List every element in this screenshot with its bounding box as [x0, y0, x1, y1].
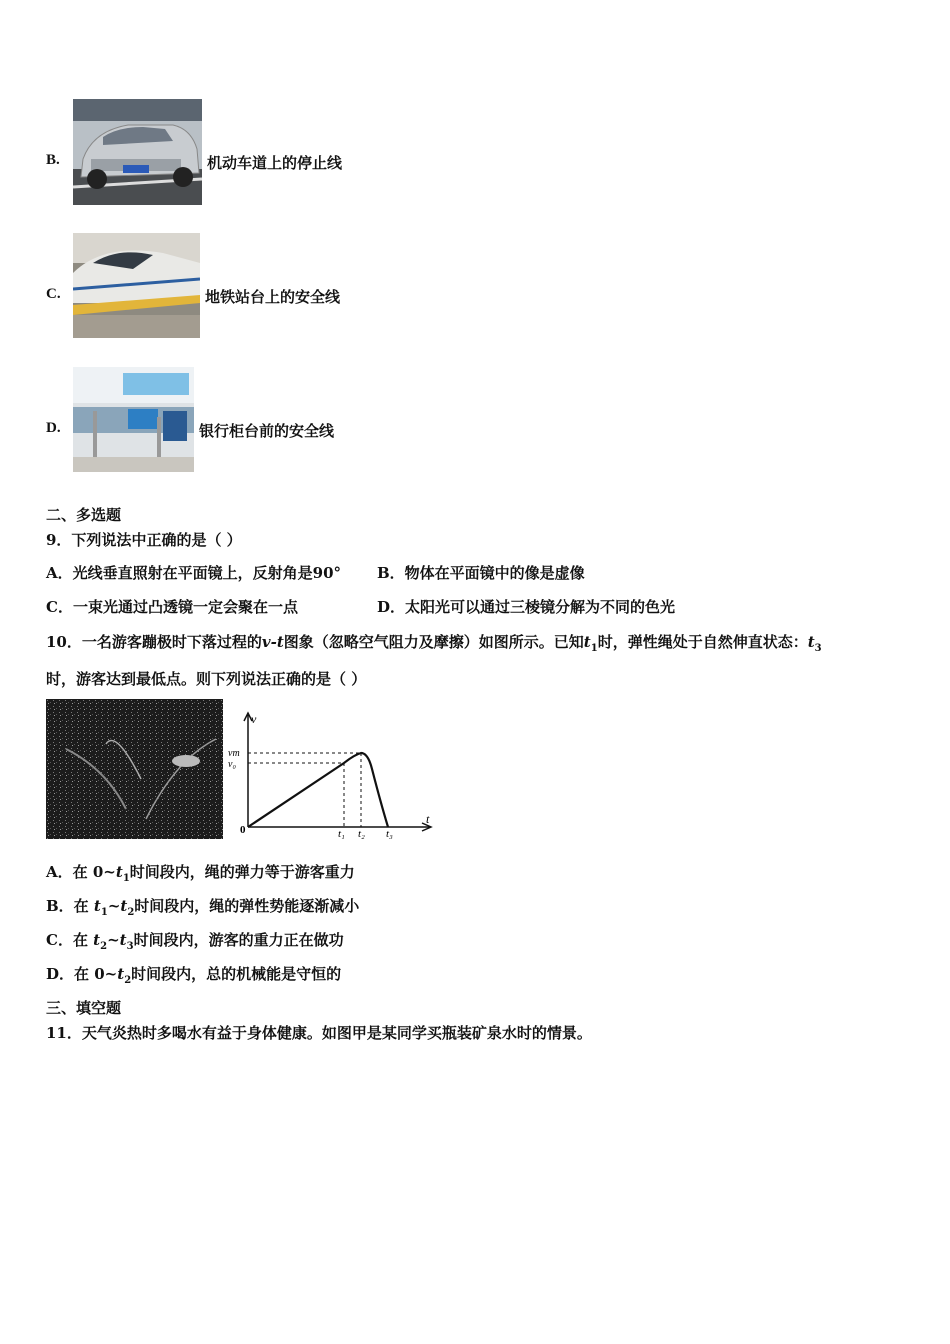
option-c-letter: C. [46, 286, 61, 302]
q9-stem: 9．下列说法中正确的是（ ） [46, 531, 242, 549]
option-b-letter: B. [46, 152, 60, 168]
option-d-label: 银行柜台前的安全线 [199, 422, 335, 440]
graph-vm-label: vm [228, 748, 240, 759]
bank-counter-photo [73, 367, 194, 472]
bungee-photo [46, 699, 223, 839]
option-d-letter: D. [46, 420, 61, 436]
graph-x-label: t [426, 812, 430, 826]
vt-graph [226, 709, 438, 839]
q9-option-c: C．一束光通过凸透镜一定会聚在一点 [46, 598, 298, 616]
q11-stem: 11．天气炎热时多喝水有益于身体健康。如图甲是某同学买瓶装矿泉水时的情景。 [46, 1024, 592, 1042]
velocity-curve [248, 753, 388, 827]
q10-option-c: C．在 $t_2\sim t_3$时间段内，游客的重力正在做功 [46, 931, 344, 952]
q9-option-b: B．物体在平面镜中的像是虚像 [377, 564, 585, 582]
q10-stem-line1: 10．一名游客蹦极时下落过程的v-t图象（忽略空气阻力及摩擦）如图所示。已知$t_1$时，弹性绳处于自然伸直状态：$t_3$ [46, 633, 822, 654]
train-photo [73, 233, 200, 338]
graph-tick-t2: t₂ [358, 828, 365, 839]
q10-option-a: A．在 $0\sim t_1$时间段内，绳的弹力等于游客重力 [46, 863, 355, 884]
graph-tick-t3: t₃ [386, 828, 393, 839]
graph-y-label: v [251, 712, 257, 726]
q10-option-b: B．在 $t_1\sim t_2$时间段内，绳的弹性势能逐渐减小 [46, 897, 360, 918]
option-b-label: 机动车道上的停止线 [207, 154, 343, 172]
q10-option-d: D．在 $0\sim t_2$时间段内，总的机械能是守恒的 [46, 965, 342, 986]
q9-option-a: A．光线垂直照射在平面镜上，反射角是90° [46, 564, 342, 582]
option-c-label: 地铁站台上的安全线 [205, 288, 341, 306]
q9-option-d: D．太阳光可以通过三棱镜分解为不同的色光 [377, 598, 676, 616]
graph-origin: 0 [240, 824, 246, 836]
car-photo [73, 99, 202, 205]
section-2-title: 二、多选题 [46, 506, 122, 524]
graph-v0-label: v₀ [228, 759, 236, 770]
graph-tick-t1: t₁ [338, 828, 345, 839]
q10-stem-line2: 时，游客达到最低点。则下列说法正确的是（ ） [46, 670, 367, 688]
section-3-title: 三、填空题 [46, 999, 122, 1017]
